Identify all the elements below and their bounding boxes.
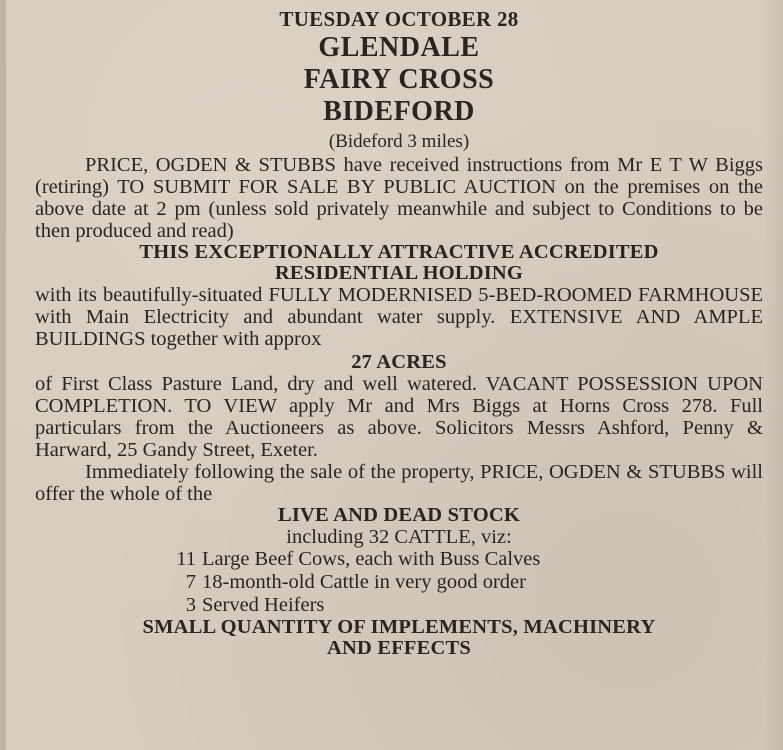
acres-heading: 27 ACRES: [351, 351, 447, 373]
paper-edge-right: [763, 0, 783, 750]
holding-heading-line-2: RESIDENTIAL HOLDING: [274, 262, 524, 284]
holding-description: with its beautifully-situated FULLY MODERNISED 5-BED-ROOMED FARMHOUSE with Main Electricity and abundant water supply. EXTENSIVE AND AMPLE BUILDINGS together with approx: [35, 284, 763, 350]
distance-note: (Bideford 3 miles): [328, 131, 470, 152]
cattle-description: Large Beef Cows, each with Buss Calves: [202, 548, 541, 570]
list-item: [160, 571, 763, 594]
place-name-line-3: BIDEFORD: [323, 96, 475, 127]
sale-date: TUESDAY OCTOBER 28: [279, 7, 519, 31]
list-item: [160, 594, 763, 617]
cattle-description: 18-month-old Cattle in very good order: [202, 571, 526, 593]
intro-paragraph: PRICE, OGDEN & STUBBS have received instructions from Mr E T W Biggs (retiring) TO SUBMIT FOR SALE BY PUBLIC AUCTION on the premises on the above date at 2 pm (unless sold privately meanwhile and subject to Conditions to be then produced and read): [35, 154, 763, 242]
cattle-description: Served Heifers: [202, 594, 325, 616]
cattle-list: [35, 548, 763, 617]
implements-heading-line-1: SMALL QUANTITY OF IMPLEMENTS, MACHINERY: [142, 616, 656, 638]
list-item: [160, 548, 763, 571]
place-name-line-1: GLENDALE: [318, 32, 480, 63]
holding-heading-line-1: THIS EXCEPTIONALLY ATTRACTIVE ACCREDITED: [139, 241, 659, 263]
place-name-line-2: FAIRY CROSS: [303, 64, 495, 95]
implements-heading-line-2: AND EFFECTS: [326, 637, 471, 659]
cattle-quantity: 11: [176, 548, 196, 570]
stock-intro: Immediately following the sale of the property, PRICE, OGDEN & STUBBS will offer the whole of the: [35, 461, 763, 505]
stock-heading: LIVE AND DEAD STOCK: [277, 504, 521, 526]
cattle-quantity: 3: [185, 594, 196, 616]
land-description: of First Class Pasture Land, dry and well watered. VACANT POSSESSION UPON COMPLETION. TO VIEW apply Mr and Mrs Biggs at Horns Cross 278. Full particulars from the Auctioneers as above. Solicitors Messrs Ashford, Penny & Harward, 25 Gandy Street, Exeter.: [35, 373, 763, 461]
cattle-quantity: 7: [185, 571, 196, 593]
paper-edge-left: [0, 0, 6, 750]
stock-subheading: including 32 CATTLE, viz:: [286, 526, 512, 548]
